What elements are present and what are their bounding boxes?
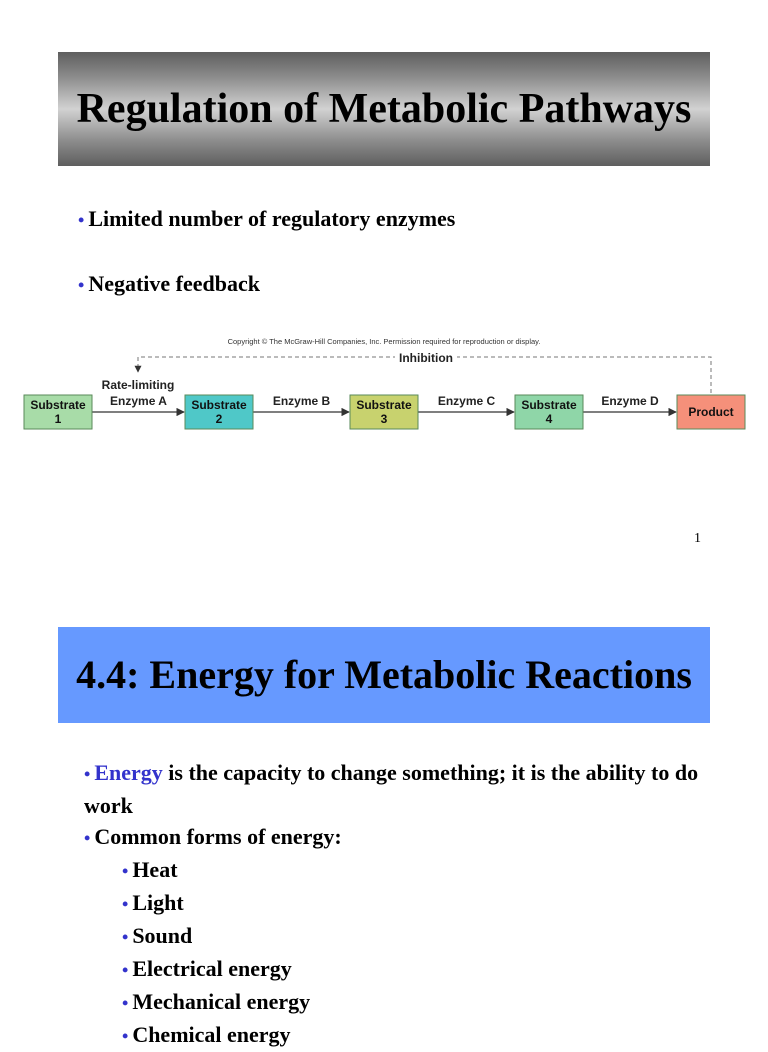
slide-2 <box>0 580 768 1047</box>
pathway-node-label: Substrate <box>30 398 86 412</box>
rate-limiting-label: Rate-limiting <box>101 378 175 392</box>
energy-definition: is the capacity to change something; it is the ability to do work <box>84 760 699 818</box>
bullet-item <box>84 821 704 854</box>
slide-2-title: 4.4: Energy for Metabolic Reactions <box>58 627 710 723</box>
sub-bullet-text: Mechanical energy <box>132 989 311 1014</box>
negative-feedback-diagram <box>0 334 768 444</box>
sub-bullet-item <box>122 986 704 1019</box>
bullet-dot-icon: • <box>122 960 129 980</box>
pathway-node-label: Product <box>688 405 734 419</box>
bullet-text: Limited number of regulatory enzymes <box>88 206 456 231</box>
sub-bullet-text: Light <box>132 890 184 915</box>
pathway-node <box>677 395 745 429</box>
pathway-node <box>24 395 92 429</box>
slide-1-title: Regulation of Metabolic Pathways <box>58 52 710 166</box>
bullet-dot-icon: • <box>122 927 129 947</box>
slide-2-bullets <box>84 757 704 1052</box>
pathway-node-label: Substrate <box>521 398 577 412</box>
pathway-node-number: 3 <box>380 412 388 426</box>
enzyme-label: Enzyme A <box>110 394 167 408</box>
pathway-node <box>515 395 583 429</box>
sub-bullet-text: Heat <box>132 857 178 882</box>
sub-bullet-item <box>122 887 704 920</box>
sub-bullet-item <box>122 920 704 953</box>
bullet-item <box>78 271 455 298</box>
bullet-dot-icon: • <box>78 275 85 295</box>
enzyme-label: Enzyme B <box>272 394 331 408</box>
copyright-text: Copyright © The McGraw-Hill Companies, Inc. Permission required for reproduction or display. <box>227 337 541 346</box>
enzyme-label: Enzyme C <box>437 394 496 408</box>
bullet-dot-icon: • <box>84 764 91 784</box>
bullet-item <box>78 206 455 233</box>
bullet-item <box>84 757 704 821</box>
bullet-text: Common forms of energy: <box>94 824 342 849</box>
sub-bullet-text: Sound <box>132 923 193 948</box>
pathway-node-number: 2 <box>215 412 223 426</box>
enzyme-label: Enzyme D <box>601 394 659 408</box>
page-number: 1 <box>694 531 701 546</box>
energy-term: Energy <box>94 760 163 785</box>
bullet-dot-icon: • <box>122 894 129 914</box>
sub-bullet-item <box>122 854 704 887</box>
pathway-node-label: Substrate <box>356 398 412 412</box>
sub-bullet-text: Chemical energy <box>132 1022 291 1047</box>
sub-bullet-item <box>122 953 704 986</box>
bullet-text: Negative feedback <box>88 271 260 296</box>
pathway-node <box>350 395 418 429</box>
bullet-dot-icon: • <box>122 1026 129 1046</box>
slide-1-bullets <box>78 206 455 336</box>
bullet-dot-icon: • <box>122 993 129 1013</box>
sub-bullet-text: Electrical energy <box>132 956 292 981</box>
pathway-node-number: 1 <box>54 412 62 426</box>
pathway-node <box>185 395 253 429</box>
bullet-dot-icon: • <box>84 828 91 848</box>
bullet-dot-icon: • <box>78 210 85 230</box>
pathway-node-number: 4 <box>545 412 553 426</box>
pathway-node-label: Substrate <box>191 398 247 412</box>
bullet-dot-icon: • <box>122 861 129 881</box>
inhibition-label: Inhibition <box>399 351 453 365</box>
